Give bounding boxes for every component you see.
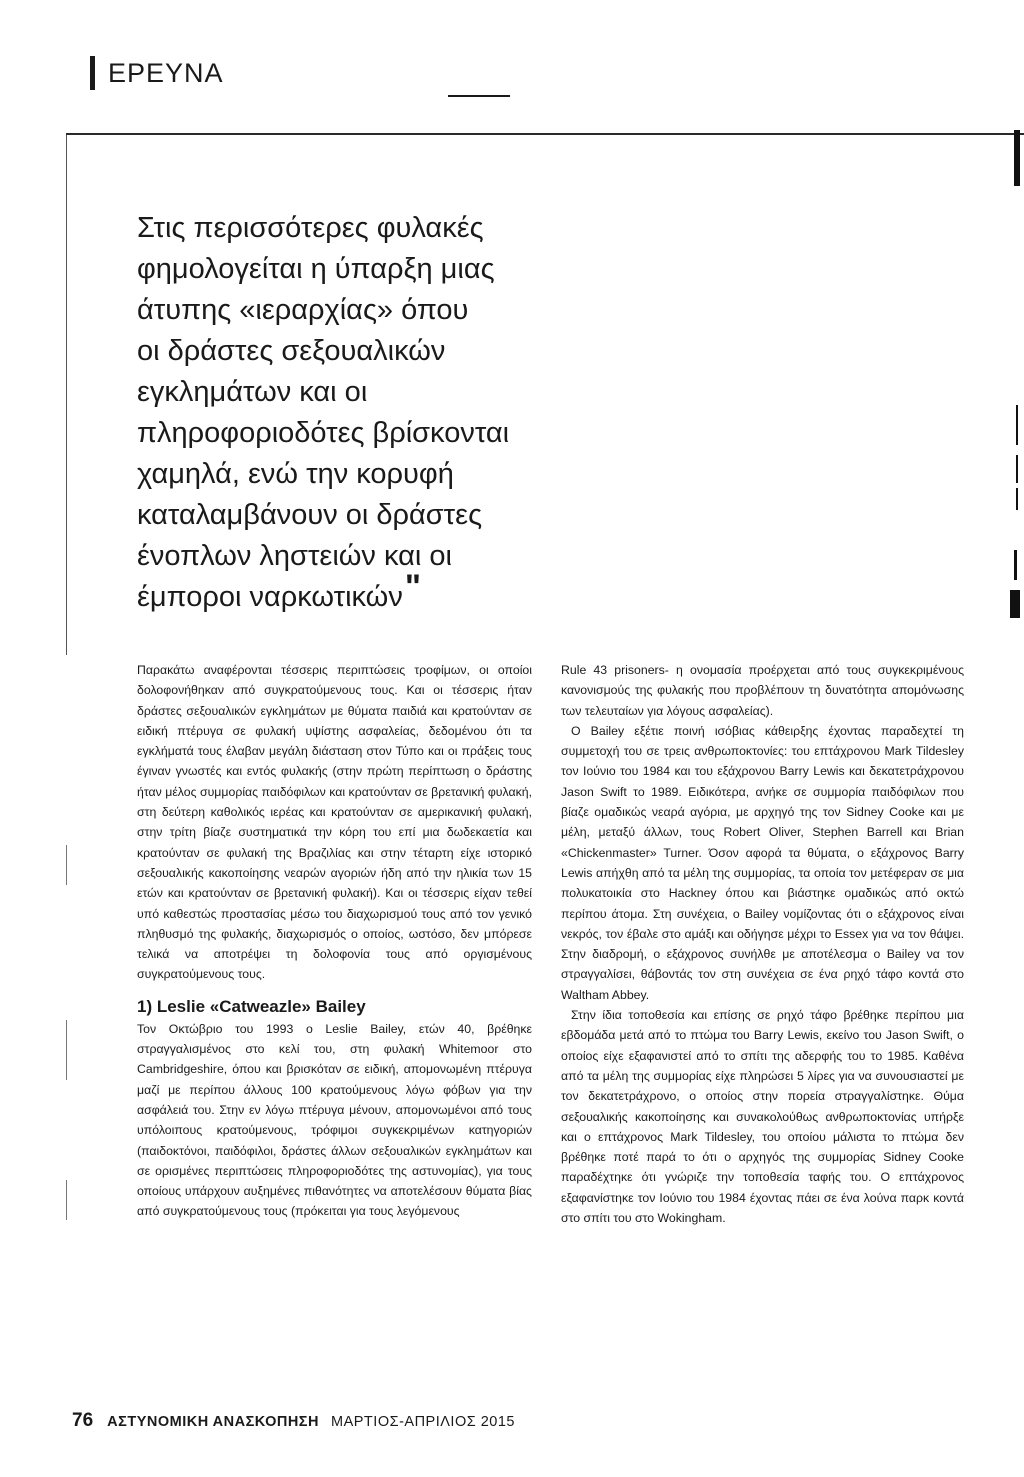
pull-quote-line: εγκλημάτων και οι <box>137 376 368 408</box>
issue-date: ΜΑΡΤΙΟΣ-ΑΠΡΙΛΙΟΣ 2015 <box>331 1414 515 1430</box>
pull-quote-line: Στις περισσότερες φυλακές <box>137 212 484 244</box>
pull-quote-line: πληροφοριοδότες βρίσκονται <box>137 417 510 449</box>
case-paragraph: Ο Bailey εξέτιε ποινή ισόβιας κάθειρξης έχοντας παραδεχτεί τη συμμετοχή του σε τρεις ανθρωποκτονίες: του επτάχρονου Mark Tildesley τον Ιούνιο του 1984 και του εξάχρονου Barry Lewis και δεκατετράχρονου Jason Swift το 1989. Ειδικότερα, ανήκε σε συμμορία παιδόφιλων που βίαζε ομαδικώς νεαρά αγόρια, με αρχηγό της τον Sidney Cooke και με μέλη, μεταξύ άλλων, τους Robert Oliver, Stephen Barrell και Brian «Chickenmaster» Turner. Όσον αφορά τα θύματα, ο εξάχρονος Barry Lewis απήχθη από τα μέλη της συμμορίας, τα οποία τον μετέφεραν σε μια πολυκατοικία στο Hackney όπου και βιάστηκε ομαδικώς από οκτώ περίπου άτομα. Στη συνέχεια, ο Bailey νομίζοντας ότι ο εξάχρονος είναι νεκρός, τον έβαλε στο αμάξι και οδήγησε μέχρι το Essex για να τον θάψει. Στην διαδρομή, ο εξάχρονος συνήλθε με αποτέλεσμα ο Bailey να τον στραγγαλίσει, θάβοντάς τον στη συνέχεια σε ένα ρηχό τάφο κοντά στο Waltham Abbey. <box>561 723 964 1002</box>
article-column-left <box>137 660 532 1222</box>
section-marker-bar <box>90 56 95 90</box>
article-column-right <box>561 660 964 1228</box>
page-number: 76 <box>72 1410 94 1431</box>
case-paragraph: Τον Οκτώβριο του 1993 ο Leslie Bailey, ετών 40, βρέθηκε στραγγαλισμένος στο κελί του, στη φυλακή Whitemoor στο Cambridgeshire, όπου και βρισκόταν σε ειδική, απομονωμένη πτέρυγα μαζί με περίπου άλλους 100 κρατούμενους λόγω φόβων για την ασφάλειά του. Στην εν λόγω πτέρυγα μένουν, απομονωμένοι από τους υπόλοιπους κρατούμενους, τρόφιμοι συγκεκριμένων κατηγοριών (παιδοκτόνοι, παιδόφιλοι, δράστες άλλων σεξουαλικών εγκλημάτων και σε ορισμένες περιπτώσεις πληροφοριοδότες της αστυνομίας), για τους οποίους υπάρχουν αυξημένες πιθανότητες να αποτελέσουν θύματα βίας από συγκρατούμενους τους (πρόκειται για τους λεγόμενους <box>137 1021 532 1219</box>
edge-mark <box>1014 130 1020 186</box>
pull-quote-line: οι δράστες σεξουαλικών <box>137 335 446 367</box>
edge-mark <box>1016 405 1018 445</box>
pull-quote-text: έμποροι ναρκωτικών <box>137 581 403 613</box>
edge-mark <box>1016 455 1018 483</box>
edge-mark <box>1016 488 1018 510</box>
section-title: ΕΡΕΥΝΑ <box>108 58 224 88</box>
header-rule <box>448 95 510 97</box>
frame-left-rule <box>66 1020 67 1080</box>
pull-quote-line: άτυπης «ιεραρχίας» όπου <box>137 294 469 326</box>
edge-mark <box>1014 550 1017 580</box>
frame-left-rule <box>66 135 67 655</box>
case-paragraph: Rule 43 prisoners- η ονομασία προέρχεται από τους συγκεκριμένους κανονισμούς της φυλακής που προβλέπουν τη δυνατότητα απομόνωσης των τελευταίων για λόγους ασφαλείας). <box>561 663 964 718</box>
pull-quote-line: καταλαμβάνουν οι δράστες <box>137 499 483 531</box>
frame-left-rule <box>66 1180 67 1220</box>
pull-quote <box>137 208 577 618</box>
pull-quote-line: χαμηλά, ενώ την κορυφή <box>137 458 454 490</box>
frame-left-rule <box>66 845 67 885</box>
frame-top-rule <box>66 133 1024 135</box>
edge-mark <box>1010 590 1020 618</box>
intro-paragraph: Παρακάτω αναφέρονται τέσσερις περιπτώσεις τροφίμων, οι οποίοι δολοφονήθηκαν από συγκρατούμενους τους. Και οι τέσσερις ήταν δράστες σεξουαλικών εγκλημάτων με θύματα παιδιά και κρατούνταν σε ειδική πτέρυγα σε φυλακή υψίστης ασφαλείας, δεδομένου ότι τα εγκλήματά τους έλαβαν μεγάλη διάσταση στον Τύπο και οι πράξεις τους έγιναν γνωστές και εντός φυλακής (στην πρώτη περίπτωση ο δράστης ήταν μέλος συμμορίας παιδόφιλων και κρατούνταν σε βρετανική φυλακή, στη δεύτερη καθολικός ιερέας και κρατούνταν σε αμερικανική φυλακή, στην τρίτη βίαζε συστηματικά την κόρη του επί μια δωδεκαετία και κρατούνταν σε φυλακή της Βραζιλίας και στην τέταρτη είχε ιστορικό σεξουαλικής κακοποίησης νεαρών αγοριών ήδη από την ηλικία των 15 ετών και κρατούνταν σε βρετανική φυλακή). Και οι τέσσερις είχαν τεθεί υπό καθεστώς προστασίας μέσω του διαχωρισμού τους από τον γενικό πληθυσμό της φυλακής, διαχωρισμός ο οποίος, ωστόσο, δεν μπόρεσε τελικά να αποτρέψει τη δολοφονία τους από οργισμένους συγκρατούμενους τους. <box>137 663 532 982</box>
pull-quote-line: φημολογείται η ύπαρξη μιας <box>137 253 495 285</box>
closing-quote-mark: " <box>404 568 421 606</box>
magazine-name: ΑΣΤΥΝΟΜΙΚΗ ΑΝΑΣΚΟΠΗΣΗ <box>107 1414 319 1430</box>
case-heading: 1) Leslie «Catweazle» Bailey <box>137 996 366 1016</box>
page-footer <box>72 1409 515 1434</box>
pull-quote-line: ένοπλων ληστειών και οι <box>137 540 452 572</box>
case-paragraph: Στην ίδια τοποθεσία και επίσης σε ρηχό τάφο βρέθηκε περίπου μια εβδομάδα μετά από το πτώμα του Barry Lewis, εκείνο του Jason Swift, ο οποίος είχε εξαφανιστεί από το σπίτι της αδερφής του το 1985. Καθένα από τα μέλη της συμμορίας είχε πληρώσει 5 λίρες για να συνουσιαστεί με τον δεκατετράχρονο, ο οποίος στην πορεία στραγγαλίστηκε. Θύμα σεξουαλικής κακοποίησης και συνακολούθως ανθρωποκτονίας υπήρξε και ο επτάχρονος Mark Tildesley, του οποίου μάλιστα το πτώμα δεν βρέθηκε ποτέ παρά το ότι ο αρχηγός της συμμορίας Sidney Cooke παραδέχτηκε ότι γνώριζε την τοποθεσία ταφής του. Ο επτάχρονος εξαφανίστηκε τον Ιούνιο του 1984 έχοντας πάει σε ένα λούνα παρκ κοντά στο σπίτι του στο Wokingham. <box>561 1008 964 1226</box>
pull-quote-line-last <box>137 568 577 618</box>
